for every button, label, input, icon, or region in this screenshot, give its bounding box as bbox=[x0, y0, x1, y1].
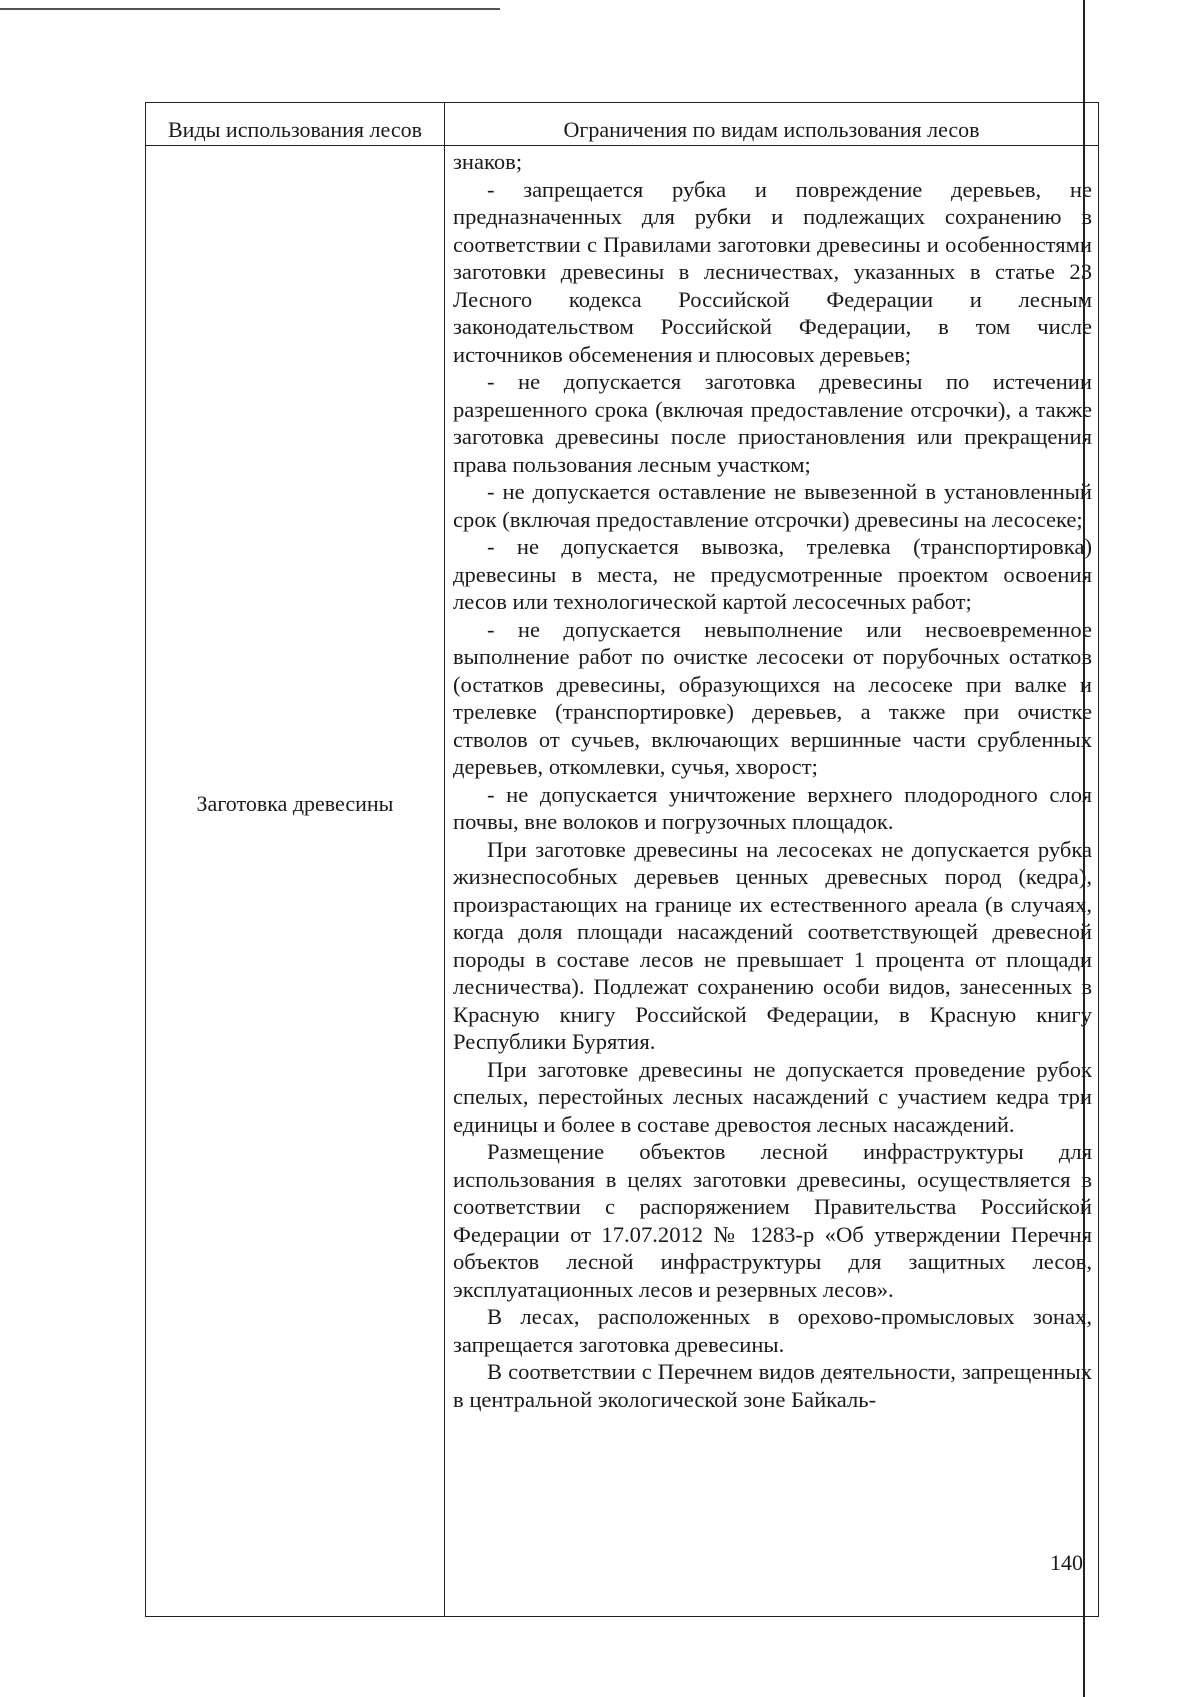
header-restrictions: Ограничения по видам использования лесов bbox=[445, 103, 1099, 146]
scan-top-line bbox=[0, 8, 500, 10]
restriction-paragraph: При заготовке древесины на лесосеках не допускается рубка жизнеспособных деревьев ценных древесных пород (кедра), произрастающих на границе их естественного ареала (в случаях, когда доля площади насаждений соответствующей древесной породы в составе лесов не превышает 1 процента от площади лесничества). Подлежат сохранению особи видов, занесенных в Красную книгу Российской Федерации, в Красную книгу Республики Бурятия. bbox=[453, 836, 1092, 1054]
restriction-paragraph: В лесах, расположенных в орехово-промысловых зонах, запрещается заготовка древесины. bbox=[453, 1304, 1092, 1357]
restriction-paragraph: При заготовке древесины не допускается проведение рубок спелых, перестойных лесных насаждений с участием кедра три единицы и более в составе древостоя лесных насаждений. bbox=[453, 1056, 1092, 1137]
restriction-paragraph: - не допускается невыполнение или несвоевременное выполнение работ по очистке лесосеки от порубочных остатков (остатков древесины, образующихся на лесосеке при валке и трелевке (транспортировке) деревьев, а также при очистке стволов от сучьев, включающих вершинные части срубленных деревьев, откомлевки, сучья, хворост; bbox=[453, 616, 1092, 779]
restriction-paragraph: - не допускается вывозка, трелевка (транспортировка) древесины в места, не предусмотренные проектом освоения лесов или технологической картой лесосечных работ; bbox=[453, 534, 1092, 614]
usage-type-cell bbox=[146, 146, 445, 1617]
table-header-row bbox=[146, 103, 1099, 146]
restriction-paragraph: В соответствии с Перечнем видов деятельности, запрещенных в центральной экологической зоне Байкаль- bbox=[453, 1359, 1092, 1412]
table-row bbox=[146, 146, 1099, 1617]
page-number: 140 bbox=[1050, 1550, 1083, 1575]
restriction-paragraph: - не допускается оставление не вывезенной в установленный срок (включая предоставление отсрочки) древесины на лесосеке; bbox=[453, 479, 1092, 532]
usage-type-label: Заготовка древесины bbox=[196, 791, 394, 816]
restriction-paragraph: - запрещается рубка и повреждение деревьев, не предназначенных для рубки и подлежащих сохранению в соответствии с Правилами заготовки древесины и особенностями заготовки древесины в лесничествах, указанных в статье 23 Лесного кодекса Российской Федерации и лесным законодательством Российской Федерации, в том числе источников обсеменения и плюсовых деревьев; bbox=[453, 176, 1092, 367]
restriction-paragraph: - не допускается заготовка древесины по истечении разрешенного срока (включая предоставление отсрочки), а также заготовка древесины после приостановления или прекращения права пользования лесным участком; bbox=[453, 369, 1092, 477]
restrictions-cell bbox=[445, 146, 1099, 1617]
restrictions-table bbox=[145, 102, 1099, 1617]
restriction-paragraph: знаков; bbox=[453, 149, 523, 174]
restriction-paragraph: Размещение объектов лесной инфраструктуры для использования в целях заготовки древесины, осуществляется в соответствии с распоряжением Правительства Российской Федерации от 17.07.2012 № 1283-р «Об утверждении Перечня объектов лесной инфраструктуры для защитных лесов, эксплуатационных лесов и резервных лесов». bbox=[453, 1139, 1092, 1302]
header-usage-type: Виды использования лесов bbox=[146, 103, 445, 146]
restriction-paragraph: - не допускается уничтожение верхнего плодородного слоя почвы, вне волоков и погрузочных площадок. bbox=[453, 781, 1092, 834]
